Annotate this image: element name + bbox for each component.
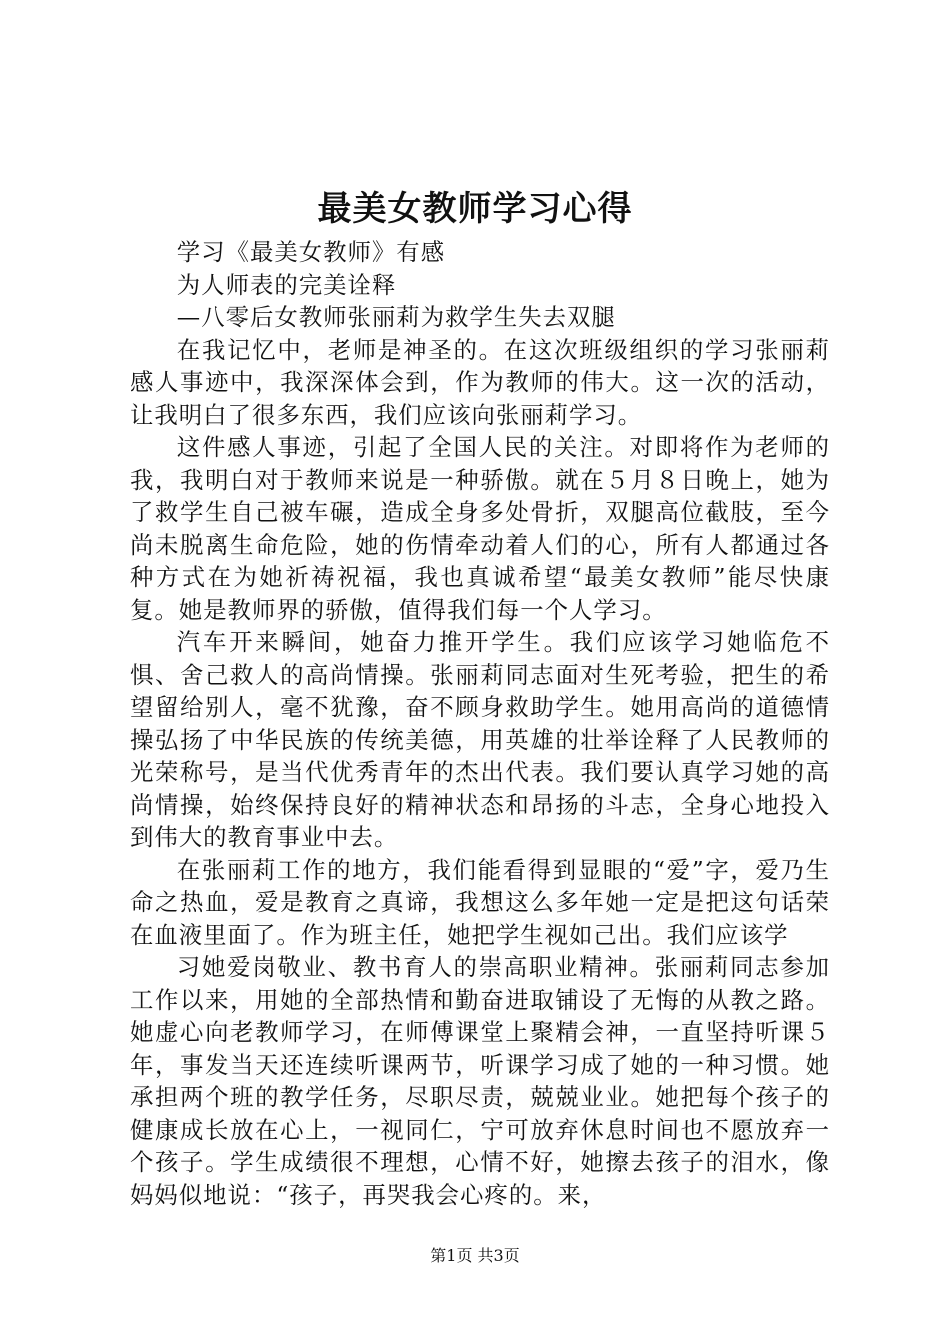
paragraph: 汽车开来瞬间，她奋力推开学生。我们应该学习她临危不惧、舍己救人的高尚情操。张丽莉同志面对生死考验，把生的希望留给别人，毫不犹豫，奋不顾身救助学生。她用高尚的道德情操弘扬了中华民族的传统美德，用英雄的壮举诠释了人民教师的光荣称号，是当代优秀青年的杰出代表。我们要认真学习她的高尚情操，始终保持良好的精神状态和昂扬的斗志，全身心地投入到伟大的教育事业中去。 xyxy=(130,628,830,851)
paragraph: —八零后女教师张丽莉为救学生失去双腿 xyxy=(176,303,616,331)
page-footer: 第1页 共3页 xyxy=(430,1246,520,1265)
paragraph: 在我记忆中，老师是神圣的。在这次班级组织的学习张丽莉感人事迹中，我深深体会到，作为教师的伟大。这一次的活动，让我明白了很多东西，我们应该向张丽莉学习。 xyxy=(130,335,830,429)
document-body xyxy=(130,236,830,1211)
paragraph: 学习《最美女教师》有感 xyxy=(176,238,446,266)
paragraph: 在张丽莉工作的地方，我们能看得到显眼的“爱”字，爱乃生命之热血，爱是教育之真谛，我想这么多年她一定是把这句话荣在血液里面了。作为班主任，她把学生视如己出。我们应该学 xyxy=(130,855,830,949)
paragraph: 习她爱岗敬业、教书育人的崇高职业精神。张丽莉同志参加工作以来，用她的全部热情和勤奋进取铺设了无悔的从教之路。她虚心向老教师学习，在师傅课堂上聚精会神，一直坚持听课５年，事发当天还连续听课两节，听课学习成了她的一种习惯。她承担两个班的教学任务，尽职尽责，兢兢业业。她把每个孩子的健康成长放在心上，一视同仁，宁可放弃休息时间也不愿放弃一个孩子。学生成绩很不理想，心情不好，她擦去孩子的泪水，像妈妈似地说：“孩子，再哭我会心疼的。来， xyxy=(130,953,830,1209)
paragraph: 为人师表的完美诠释 xyxy=(176,270,397,299)
document-title: 最美女教师学习心得 xyxy=(317,189,633,229)
paragraph: 这件感人事迹，引起了全国人民的关注。对即将作为老师的我，我明白对于教师来说是一种骄傲。就在５月８日晚上，她为了救学生自己被车碾，造成全身多处骨折，双腿高位截肢，至今尚未脱离生命危险，她的伤情牵动着人们的心，所有人都通过各种方式在为她祈祷祝福，我也真诚希望“最美女教师”能尽快康复。她是教师界的骄傲，值得我们每一个人学习。 xyxy=(130,433,830,624)
